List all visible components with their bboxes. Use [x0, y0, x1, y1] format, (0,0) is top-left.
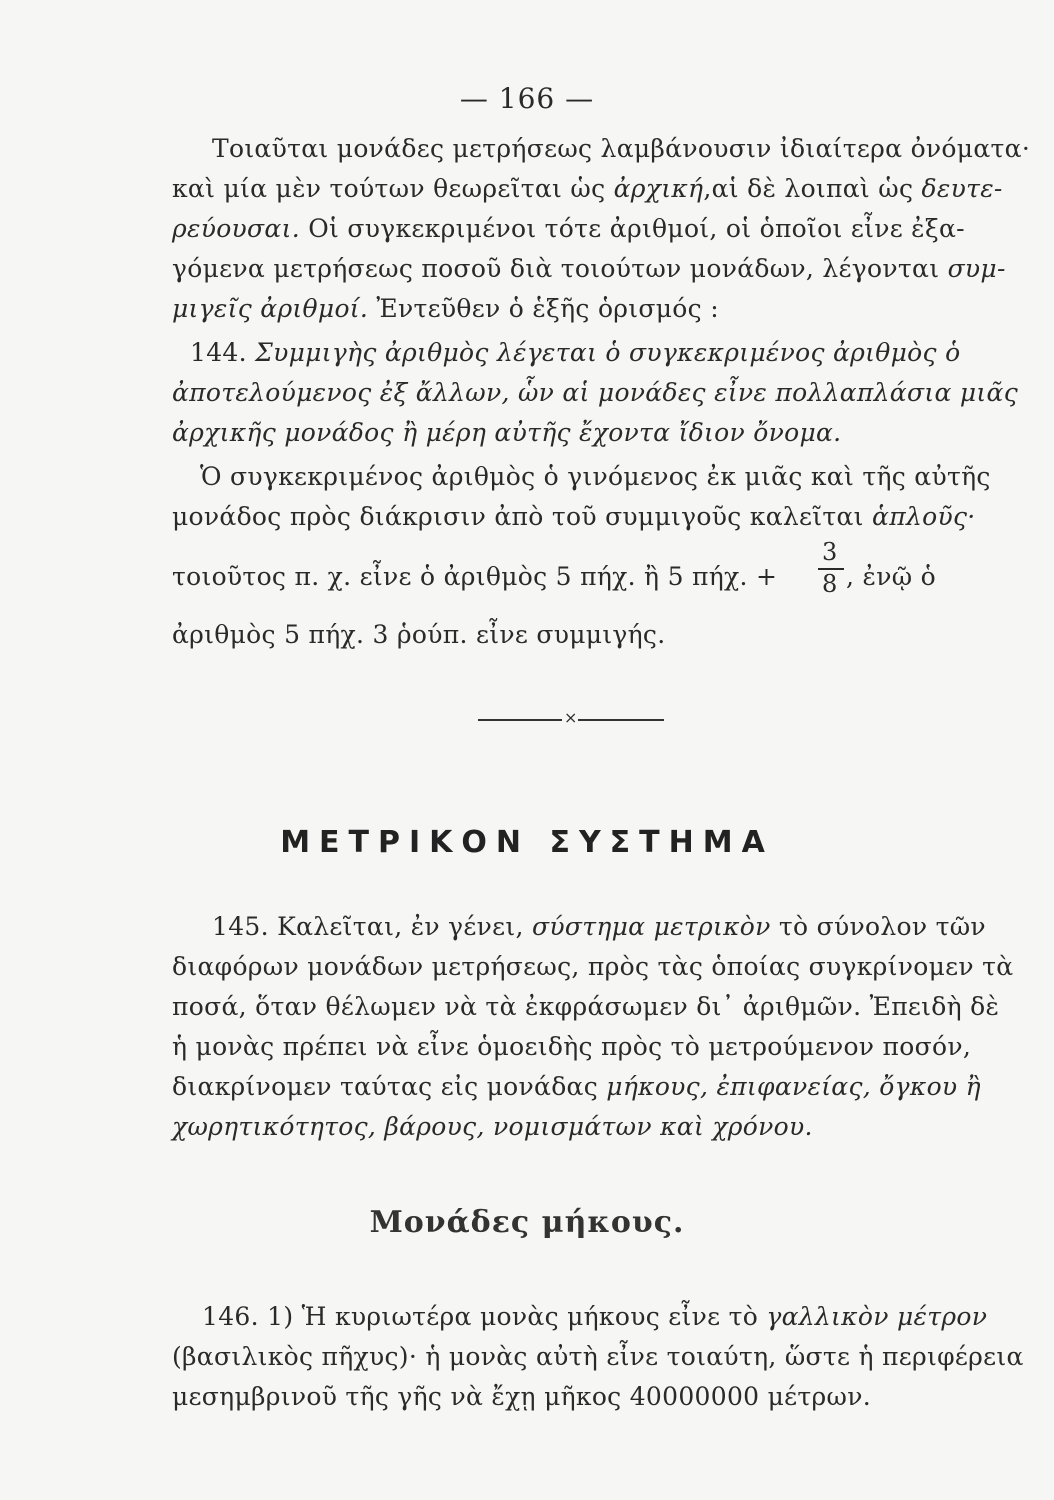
section-separator	[478, 708, 664, 730]
page-number: — 166 —	[459, 82, 595, 115]
text-line: τοιοῦτος π. χ. εἶνε ὁ ἀριθμὸς 5 πήχ. ἢ 5 πήχ. +	[172, 562, 778, 591]
fraction-numerator: 3	[822, 538, 838, 566]
text-line: μιγεῖς ἀριθμοί. Ἐντεῦθεν ὁ ἑξῆς ὁρισμός :	[172, 294, 719, 323]
text-line: χωρητικότητος, βάρους, νομισμάτων καὶ χρόνου.	[172, 1112, 813, 1141]
section-title: ΜΕΤΡΙΚΟΝ ΣΥΣΤΗΜΑ	[280, 825, 774, 860]
text-line: 146. 1) Ἡ κυριωτέρα μονὰς μήκους εἶνε τὸ γαλλικὸν μέτρον	[202, 1302, 988, 1331]
text-line: ποσά, ὅταν θέλωμεν νὰ τὰ ἐκφράσωμεν δι᾽ ἀριθμῶν. Ἐπειδὴ δὲ	[172, 992, 1000, 1021]
fraction-denominator: 8	[822, 570, 838, 598]
text-line: (βασιλικὸς πῆχυς)· ἡ μονὰς αὐτὴ εἶνε τοιαύτη, ὥστε ἡ περιφέρεια	[172, 1342, 1024, 1371]
separator-mark: ×	[564, 708, 578, 727]
separator-rule-left	[478, 719, 562, 721]
text-line: ρεύουσαι. Οἱ συγκεκριμένοι τότε ἀριθμοί, οἱ ὁποῖοι εἶνε ἐξα-	[172, 214, 965, 243]
text-line: μονάδος πρὸς διάκρισιν ἀπὸ τοῦ συμμιγοῦς καλεῖται ἁπλοῦς·	[172, 502, 976, 531]
fraction	[818, 538, 844, 602]
text-line: Ὁ συγκεκριμένος ἀριθμὸς ὁ γινόμενος ἐκ μιᾶς καὶ τῆς αὐτῆς	[200, 462, 991, 491]
separator-rule-right	[578, 719, 664, 721]
text-line: ἀριθμὸς 5 πήχ. 3 ῥούπ. εἶνε συμμιγής.	[172, 620, 666, 649]
text-line: Τοιαῦται μονάδες μετρήσεως λαμβάνουσιν ἰδιαίτερα ὀνόματα·	[212, 134, 1031, 163]
text-line: ἡ μονὰς πρέπει νὰ εἶνε ὁμοειδὴς πρὸς τὸ μετρούμενον ποσόν,	[172, 1032, 972, 1061]
text-line: γόμενα μετρήσεως ποσοῦ διὰ τοιούτων μονάδων, λέγονται συμ-	[172, 254, 1006, 283]
text-line: 145. Καλεῖται, ἐν γένει, σύστημα μετρικὸν τὸ σύνολον τῶν	[212, 912, 986, 941]
text-line: , ἐνῷ ὁ	[846, 562, 936, 591]
text-line: διακρίνομεν ταύτας εἰς μονάδας μήκους, ἐπιφανείας, ὄγκου ἢ	[172, 1072, 981, 1101]
definition-144-line: 144. Συμμιγὴς ἀριθμὸς λέγεται ὁ συγκεκριμένος ἀριθμὸς ὁ	[190, 338, 961, 367]
text-line: διαφόρων μονάδων μετρήσεως, πρὸς τὰς ὁποίας συγκρίνομεν τὰ	[172, 952, 1014, 981]
definition-144-line: ἀρχικῆς μονάδος ἢ μέρη αὐτῆς ἔχοντα ἴδιον ὄνομα.	[172, 418, 842, 447]
definition-144-line: ἀποτελούμενος ἐξ ἄλλων, ὧν αἱ μονάδες εἶνε πολλαπλάσια μιᾶς	[172, 378, 1019, 407]
subsection-title: Μονάδες μήκους.	[369, 1205, 685, 1240]
text-line: καὶ μία μὲν τούτων θεωρεῖται ὡς ἀρχική,αἱ δὲ λοιπαὶ ὡς δευτε-	[172, 174, 1003, 203]
text-line: μεσημβρινοῦ τῆς γῆς νὰ ἔχῃ μῆκος 40000000 μέτρων.	[172, 1382, 871, 1411]
